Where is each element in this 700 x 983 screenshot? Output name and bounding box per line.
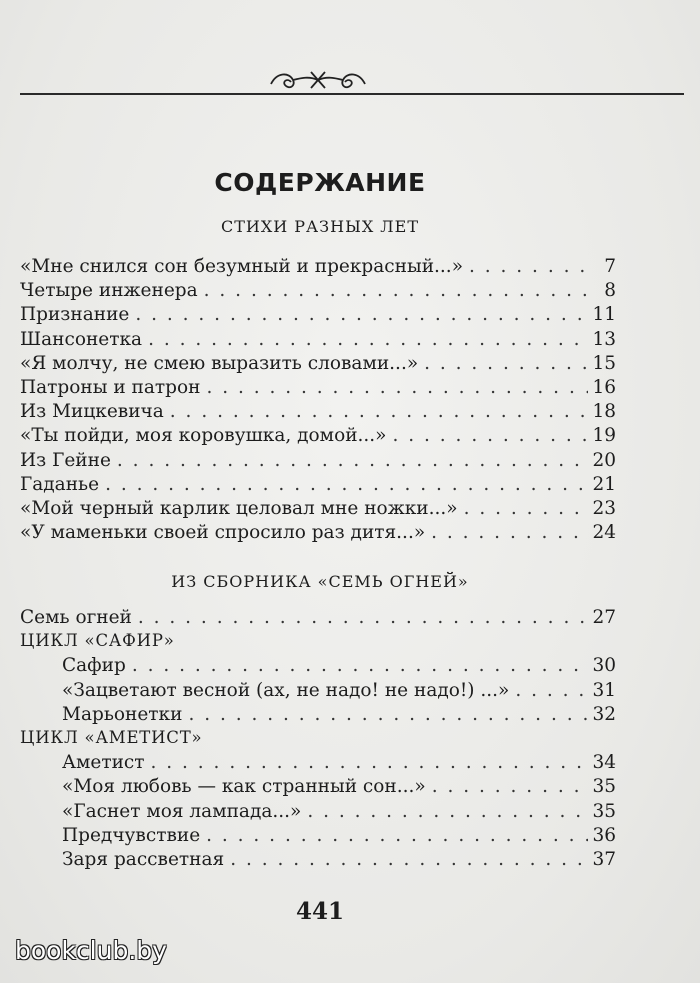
toc-entry[interactable] [20, 498, 616, 522]
cycle-label: ЦИКЛ «САФИР» [20, 631, 175, 651]
toc-entry-page: 8 [604, 280, 616, 302]
toc-entry-title: Четыре инженера [20, 280, 198, 302]
dot-leader [469, 256, 592, 277]
dot-leader [188, 704, 588, 725]
toc-entry-title: Заря рассветная [62, 848, 225, 870]
toc-entry-page: 20 [592, 449, 616, 471]
toc-entry-title: Шансонетка [20, 328, 143, 350]
watermark-text: bookclub.by [15, 936, 167, 965]
toc-entry[interactable] [20, 849, 616, 873]
dot-leader [117, 450, 589, 471]
toc-entry-title: Марьонетки [62, 703, 183, 725]
toc-entry-title: «Ты пойди, моя коровушка, домой...» [20, 425, 387, 447]
toc-section-2 [20, 607, 616, 873]
toc-entry[interactable] [20, 280, 616, 304]
toc-entry-title: Из Гейне [20, 449, 111, 471]
toc-entry-page: 15 [592, 352, 616, 374]
toc-entry-page: 24 [592, 522, 616, 544]
toc-entry[interactable] [20, 401, 616, 425]
toc-entry[interactable] [20, 680, 616, 704]
toc-entry[interactable] [20, 304, 616, 328]
toc-entry-page: 19 [592, 425, 616, 447]
toc-entry[interactable] [20, 256, 616, 280]
page-title: СОДЕРЖАНИЕ [214, 168, 426, 197]
dot-leader [151, 752, 589, 773]
toc-entry[interactable] [20, 801, 616, 825]
toc-entry-page: 37 [592, 848, 616, 870]
toc-entry[interactable] [20, 704, 616, 728]
toc-entry-page: 27 [592, 607, 616, 628]
dot-leader [135, 304, 588, 325]
toc-entry-title: Аметист [62, 752, 145, 774]
dot-leader [105, 474, 588, 495]
section-heading: СТИХИ РАЗНЫХ ЛЕТ [220, 217, 420, 236]
dot-leader [148, 329, 588, 350]
toc-entry-page: 13 [592, 328, 616, 350]
toc-entry-title: Предчувствие [62, 824, 201, 846]
toc-entry[interactable] [20, 655, 616, 679]
toc-entry-page: 11 [592, 304, 616, 326]
dot-leader [464, 498, 589, 519]
toc-entry-page: 35 [592, 800, 616, 822]
dot-leader [206, 377, 588, 398]
cycle-label: ЦИКЛ «АМЕТИСТ» [20, 727, 203, 747]
toc-entry[interactable] [20, 329, 616, 353]
toc-entry-title: «У маменьки своей спросило раз дитя...» [20, 522, 426, 544]
toc-entry-title: «Мой черный карлик целовал мне ножки...» [20, 497, 458, 519]
dot-leader [204, 280, 592, 301]
flourish-ornament-icon [263, 66, 373, 94]
toc-entry[interactable] [20, 776, 616, 800]
toc-entry[interactable] [20, 825, 616, 849]
dot-leader [206, 825, 588, 846]
dot-leader [307, 801, 588, 822]
dot-leader [432, 776, 589, 797]
toc-entry[interactable] [20, 450, 616, 474]
toc-entry-page: 34 [592, 752, 616, 774]
toc-entry-page: 36 [592, 824, 616, 846]
toc-entry[interactable] [20, 377, 616, 401]
dot-leader [170, 401, 589, 422]
toc-entry-title: «Мне снился сон безумный и прекрасный...» [20, 256, 464, 277]
toc-entry-page: 30 [592, 655, 616, 677]
toc-entry[interactable] [20, 607, 616, 631]
toc-entry-title: Гаданье [20, 473, 100, 495]
toc-entry-title: «Я молчу, не смею выразить словами...» [20, 352, 419, 374]
toc-section-1 [20, 256, 616, 546]
toc-entry-page: 7 [604, 256, 616, 277]
toc-entry-title: Признание [20, 304, 130, 326]
dot-leader [424, 353, 588, 374]
toc-entry-page: 23 [592, 497, 616, 519]
toc-entry-title: «Зацветают весной (ах, не надо! не надо!) ...» [62, 679, 510, 701]
toc-entry-page: 21 [592, 473, 616, 495]
toc-entry[interactable] [20, 522, 616, 546]
section-heading: ИЗ СБОРНИКА «СЕМЬ ОГНЕЙ» [171, 572, 469, 591]
dot-leader [515, 680, 588, 701]
toc-entry-page: 32 [592, 703, 616, 725]
header-rule [20, 93, 684, 95]
dot-leader [132, 655, 589, 676]
toc-entry-title: Сафир [62, 655, 126, 677]
toc-entry-title: Патроны и патрон [20, 376, 201, 398]
toc-entry-page: 16 [592, 376, 616, 398]
toc-entry-title: Семь огней [20, 607, 132, 628]
dot-leader [431, 522, 588, 543]
toc-entry-title: «Моя любовь — как странный сон...» [62, 776, 426, 798]
toc-entry-page: 31 [592, 679, 616, 701]
toc-entry-title: Из Мицкевича [20, 401, 164, 423]
toc-entry[interactable] [20, 353, 616, 377]
toc-entry[interactable] [20, 425, 616, 449]
dot-leader [138, 607, 589, 628]
dot-leader [393, 425, 589, 446]
toc-entry-page: 35 [592, 776, 616, 798]
toc-entry[interactable] [20, 474, 616, 498]
toc-entry-title: «Гаснет моя лампада...» [62, 800, 302, 822]
toc-entry[interactable] [20, 752, 616, 776]
toc-entry-page: 18 [592, 401, 616, 423]
page-number: 441 [295, 898, 344, 925]
dot-leader [230, 849, 588, 870]
